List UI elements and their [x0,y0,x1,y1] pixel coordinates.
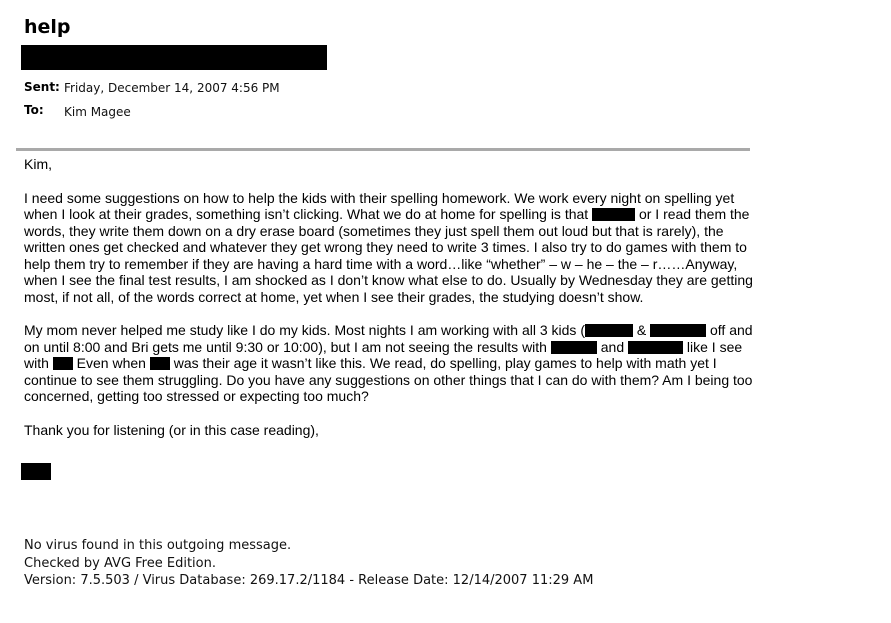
footer-line-2: Checked by AVG Free Edition. [24,555,216,571]
redaction [150,357,170,370]
redaction [592,208,635,221]
paragraph-1: I need some suggestions on how to help the kids with their spelling homework. We work every night on spelling yet when I look at their grades, something isn’t clicking. What we do at home for spelling is that or I read them the words, they write them down on a dry erase board (sometimes they just spell them out loud but that is rarely), the written ones get checked and whatever they get wrong they need to write 3 times. I also try to do games with them to help them try to remember if they are having a hard time with a word…like “whether” – w – he – the – r……Anyway, when I see the final test results, I am shocked as I don’t know what else to do. Usually by Wednesday they are getting most, if not all, of the words correct at home, yet when I see their grades, the studying doesn’t show. [24,189,753,305]
redacted-from-field [21,45,327,70]
antivirus-footer [24,537,593,590]
footer-line-3: Version: 7.5.503 / Virus Database: 269.17.2/1184 - Release Date: 12/14/2007 11:29 AM [24,573,594,588]
redaction [585,324,633,337]
redaction [53,357,73,370]
redacted-signature [21,463,51,480]
paragraph-2: My mom never helped me study like I do my kids. Most nights I am working with all 3 kids ( & off and on until 8:00 and Bri gets me until 9:30 or 10:00), but I am not seeing the results with and like I see with Even when was their age it wasn’t like this. We read, do spelling, play games to help with math yet I continue to see them struggling. Do you have any suggestions on other things that I can do with them? Am I being too concerned, getting too stressed or expecting too much? [24,322,753,404]
to-value: Kim Magee [64,105,131,119]
redaction [628,341,683,354]
to-label: To: [24,103,44,117]
closing: Thank you for listening (or in this case reading), [24,421,319,438]
email-subject: help [24,16,71,38]
redaction [551,341,597,354]
header-divider [16,148,750,151]
sent-label: Sent: [24,80,60,94]
sent-value: Friday, December 14, 2007 4:56 PM [64,81,280,95]
message-body [24,156,754,438]
redaction [650,324,706,337]
footer-line-1: No virus found in this outgoing message. [24,538,292,553]
greeting: Kim, [24,156,52,172]
